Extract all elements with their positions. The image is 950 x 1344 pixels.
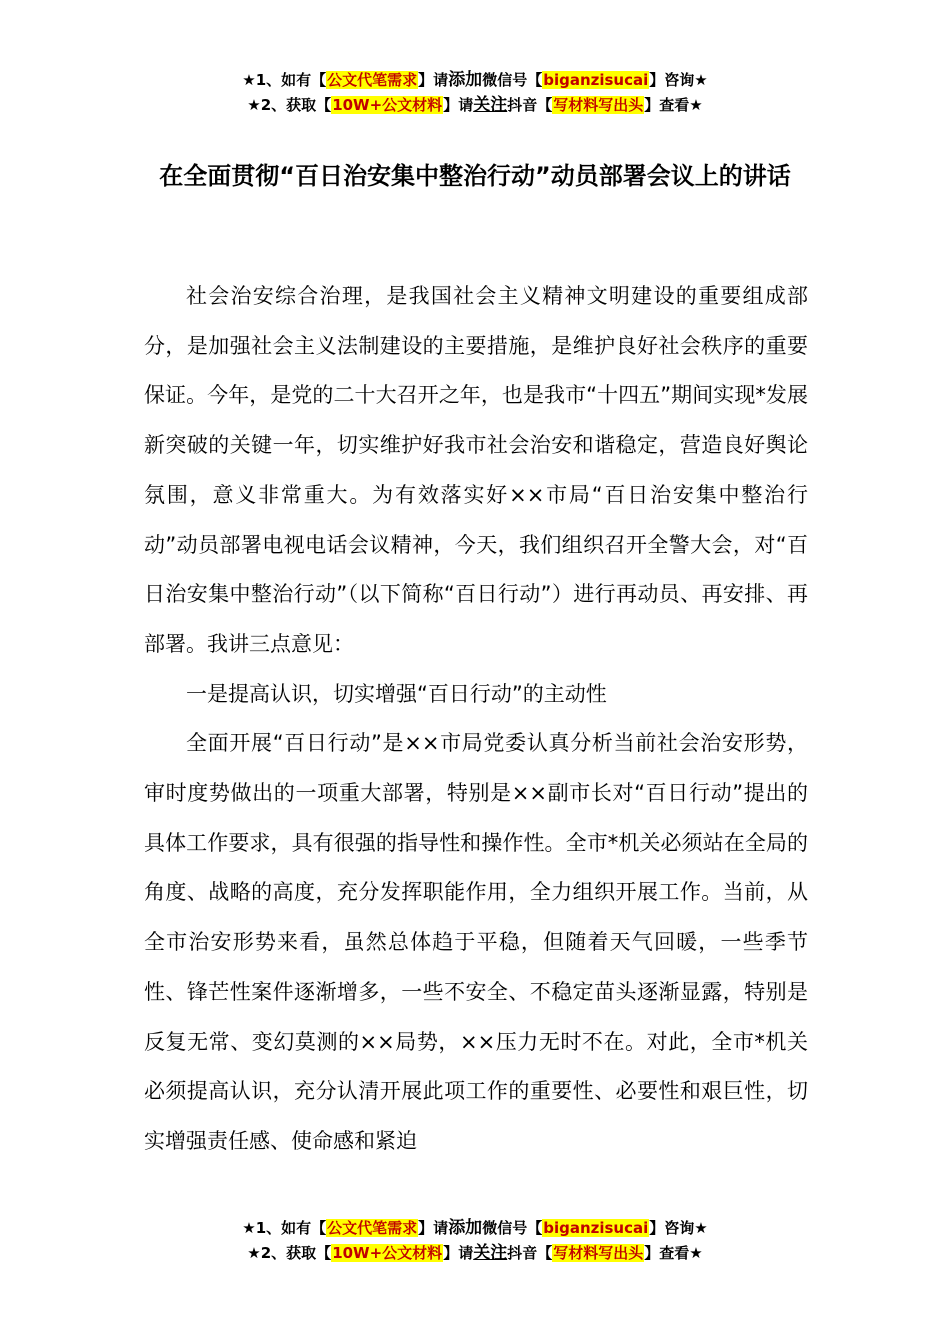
promo-text: ★2、获取【 [247, 1244, 332, 1262]
document-body [144, 272, 808, 1167]
promo-line-2 [0, 93, 950, 118]
promo-text: ★1、如有【 [242, 71, 327, 89]
section-heading: 一是提高认识，切实增强“百日行动”的主动性 [186, 681, 607, 706]
promo-text: 】咨询★ [649, 71, 708, 89]
header-promo [0, 68, 950, 118]
promo-line-2 [0, 1241, 950, 1266]
promo-text: ★2、获取【 [247, 96, 332, 114]
wechat-id: biganzisucai [543, 71, 649, 89]
promo-line-1 [0, 68, 950, 93]
promo-text: ★1、如有【 [242, 1219, 327, 1237]
promo-text: 】请 [418, 1219, 449, 1237]
promo-text: 】查看★ [644, 1244, 703, 1262]
promo-emphasis: 关注 [473, 95, 508, 115]
promo-text: 】请 [443, 96, 474, 114]
wechat-id: biganzisucai [543, 1219, 649, 1237]
douyin-account: 写材料写出头 [553, 96, 644, 114]
promo-text: 】咨询★ [649, 1219, 708, 1237]
promo-text: 微信号【 [482, 1219, 543, 1237]
promo-emphasis: 关注 [473, 1243, 508, 1263]
promo-text: 微信号【 [482, 71, 543, 89]
promo-text: 抖音【 [507, 1244, 553, 1262]
promo-emphasis: 添加 [448, 1218, 483, 1238]
document-title: 在全面贯彻“百日治安集中整治行动”动员部署会议上的讲话 [159, 162, 791, 190]
douyin-account: 写材料写出头 [553, 1244, 644, 1262]
promo-line-1 [0, 1216, 950, 1241]
promo-text: 】请 [443, 1244, 474, 1262]
promo-emphasis: 添加 [448, 70, 483, 90]
promo-highlight: 公文代笔需求 [327, 1219, 418, 1237]
footer-promo [0, 1216, 950, 1266]
promo-text: 】查看★ [644, 96, 703, 114]
paragraph: 全面开展“百日行动”是××市局党委认真分析当前社会治安形势，审时度势做出的一项重大部署，特别是××副市长对“百日行动”提出的具体工作要求，具有很强的指导性和操作性。全市*机关必须站在全局的角度、战略的高度，充分发挥职能作用，全力组织开展工作。当前，从全市治安形势来看，虽然总体趋于平稳，但随着天气回暖，一些季节性、锋芒性案件逐渐增多，一些不安全、不稳定苗头逐渐显露，特别是反复无常、变幻莫测的××局势，××压力无时不在。对此，全市*机关必须提高认识，充分认清开展此项工作的重要性、必要性和艰巨性，切实增强责任感、使命感和紧迫 [144, 731, 808, 1153]
promo-text: 】请 [418, 71, 449, 89]
promo-highlight: 10W+公文材料 [332, 1244, 443, 1262]
promo-highlight: 10W+公文材料 [332, 96, 443, 114]
promo-text: 抖音【 [507, 96, 553, 114]
promo-highlight: 公文代笔需求 [327, 71, 418, 89]
paragraph: 社会治安综合治理，是我国社会主义精神文明建设的重要组成部分，是加强社会主义法制建设的主要措施，是维护良好社会秩序的重要保证。今年，是党的二十大召开之年，也是我市“十四五”期间实现*发展新突破的关键一年，切实维护好我市社会治安和谐稳定，营造良好舆论氛围，意义非常重大。为有效落实好××市局“百日治安集中整治行动”动员部署电视电话会议精神，今天，我们组织召开全警大会，对“百日治安集中整治行动”（以下简称“百日行动”）进行再动员、再安排、再部署。我讲三点意见： [144, 284, 808, 656]
